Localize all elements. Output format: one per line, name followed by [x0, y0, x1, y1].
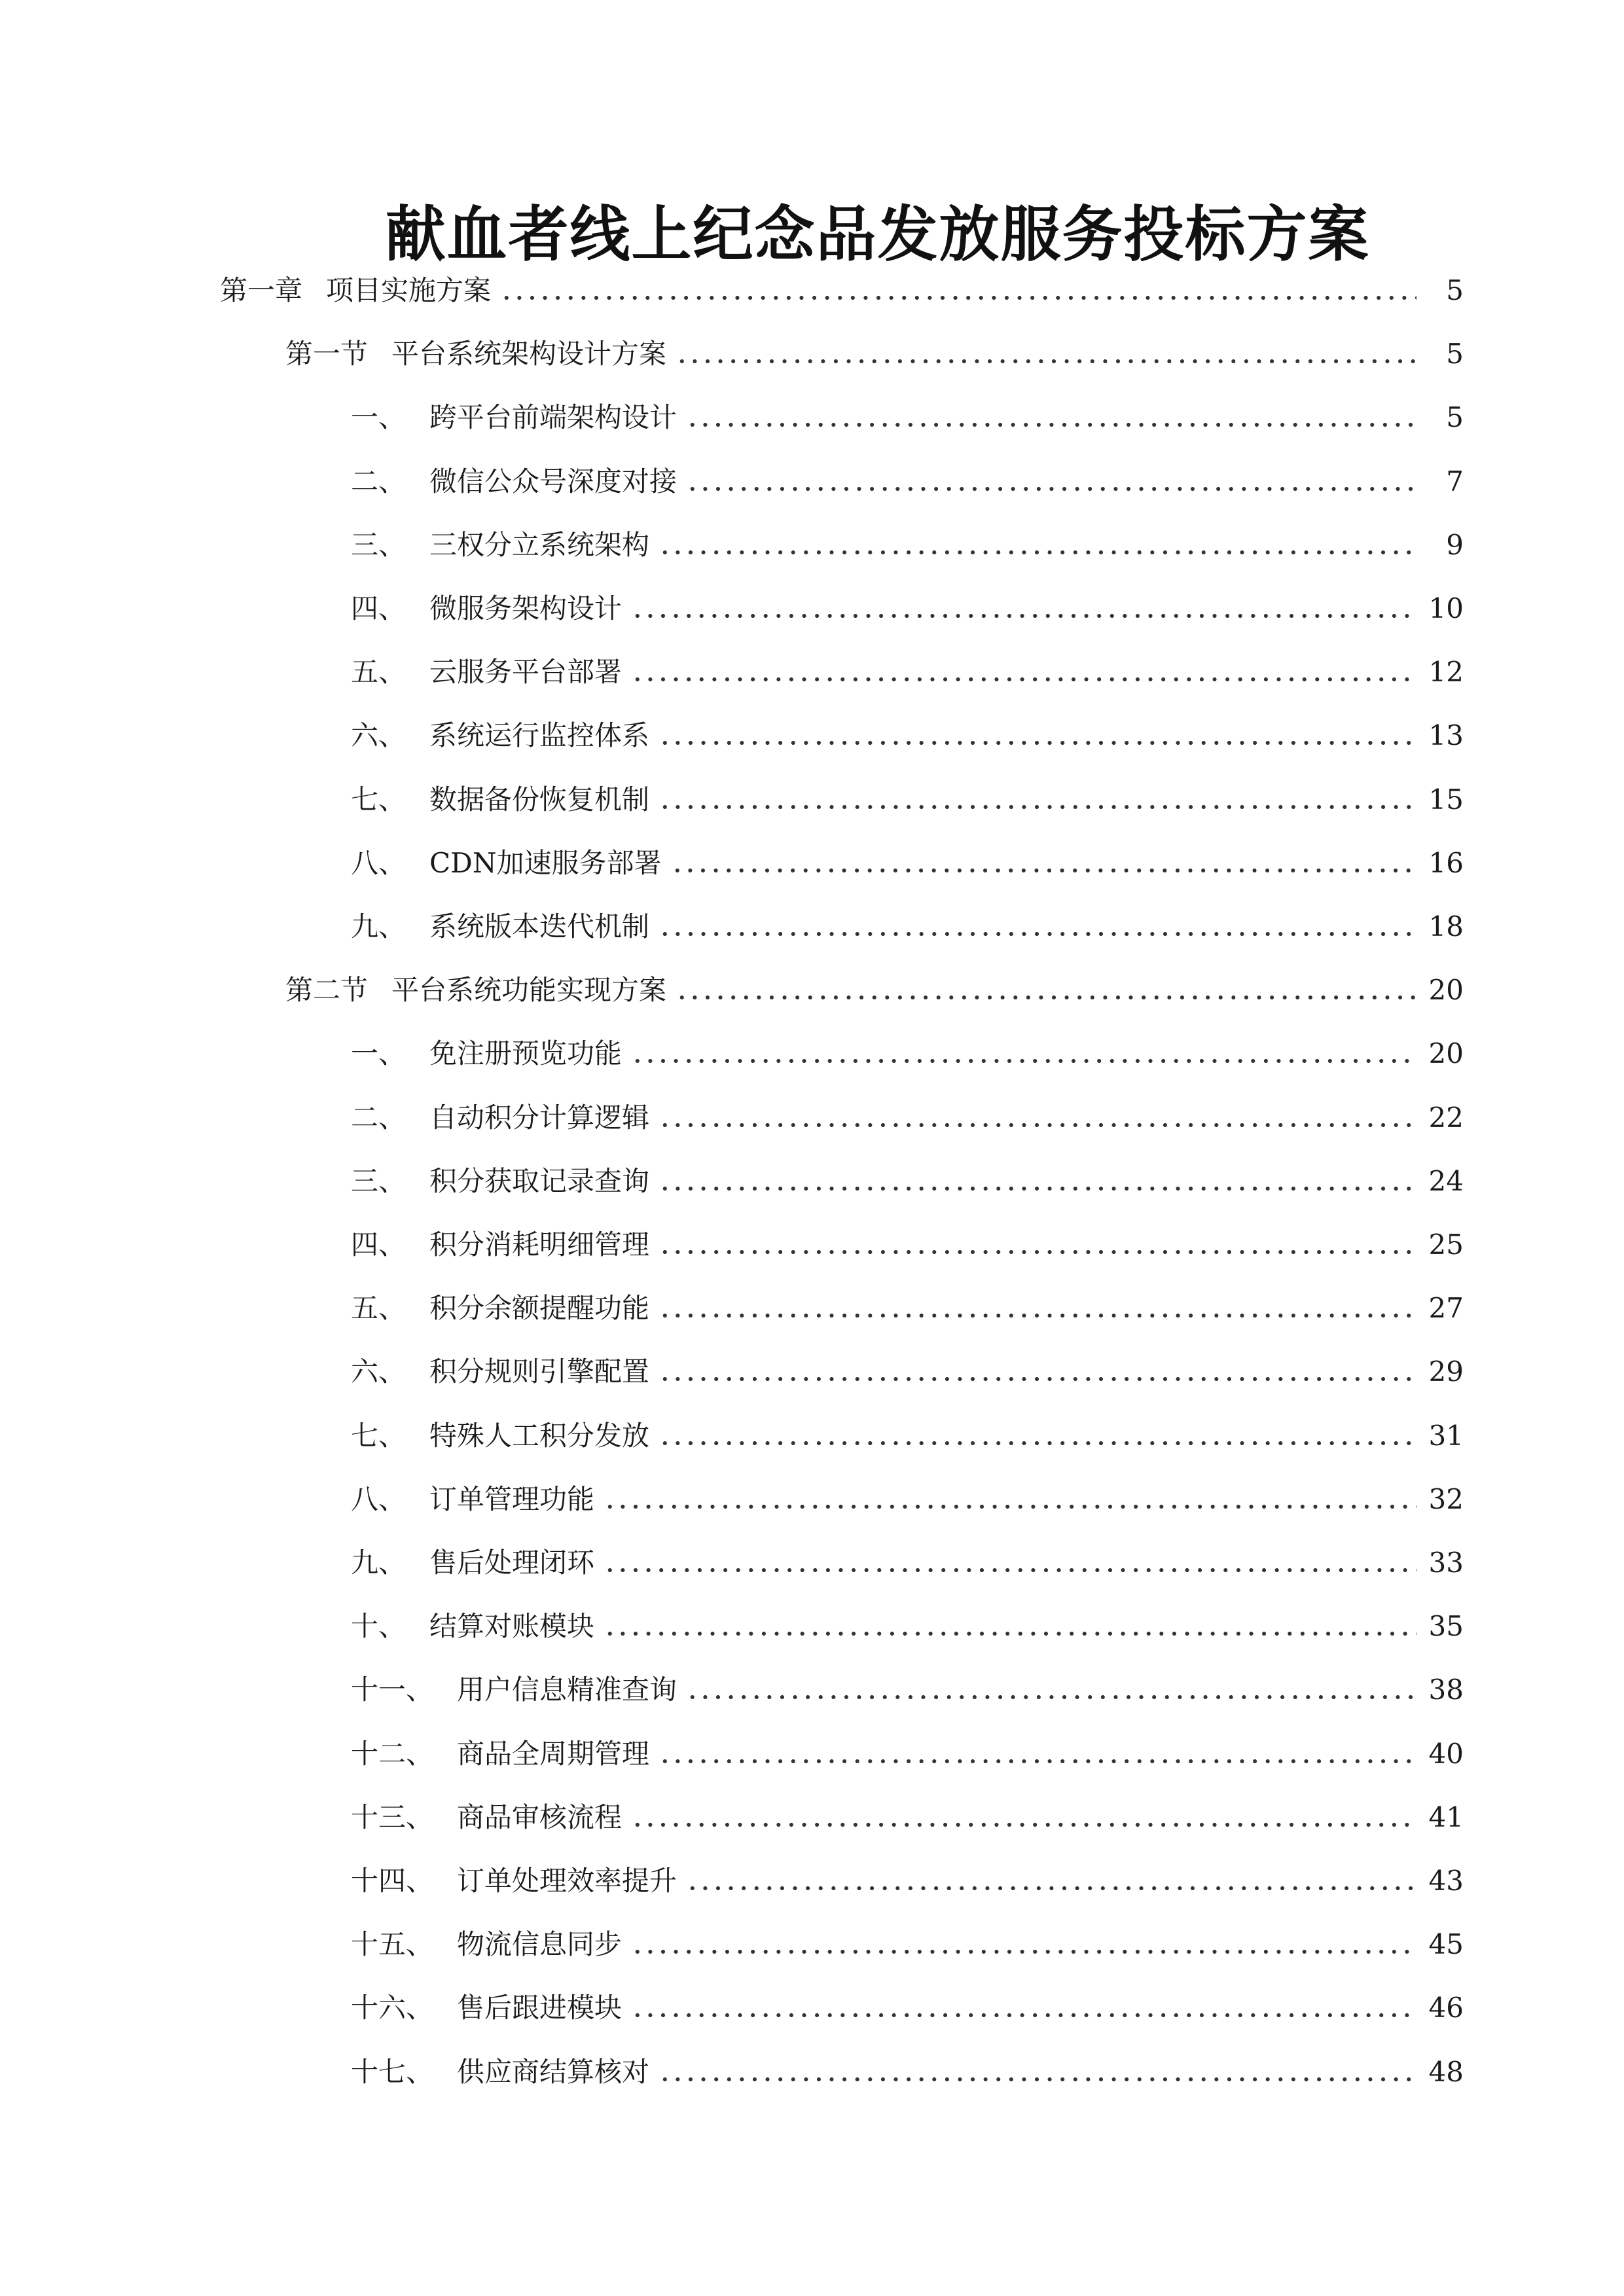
toc-entry[interactable] [351, 1219, 1464, 1271]
toc-dot-leader [686, 412, 1416, 438]
toc-page-number: 45 [1428, 1928, 1464, 1961]
toc-entry-label [351, 1219, 659, 1271]
toc-entry[interactable] [351, 1537, 1464, 1589]
toc-entry-label [220, 264, 500, 317]
toc-entry-label [351, 1346, 659, 1398]
toc-entry[interactable] [351, 774, 1464, 826]
toc-entry[interactable] [351, 901, 1464, 953]
toc-entry-label [351, 519, 659, 571]
toc-entry[interactable] [351, 1410, 1464, 1462]
toc-entry-text: 订单处理效率提升 [457, 1865, 677, 1897]
document-title: 献血者线上纪念品发放服务投标方案 [385, 199, 1370, 270]
toc-entry-text: 平台系统架构设计方案 [391, 338, 667, 370]
toc-entry-text: CDN加速服务部署 [429, 846, 662, 879]
toc-dot-leader [631, 2002, 1416, 2028]
toc-page-number: 12 [1428, 656, 1464, 689]
toc-entry-number: 一、 [351, 1037, 406, 1070]
toc-page-number: 25 [1428, 1229, 1464, 1261]
toc-entry[interactable] [351, 2046, 1464, 2098]
toc-entry-text: 自动积分计算逻辑 [429, 1101, 650, 1134]
toc-entry[interactable] [351, 1664, 1464, 1716]
toc-dot-leader [500, 285, 1416, 311]
toc-entry-label [351, 1282, 659, 1335]
toc-entry[interactable] [351, 1855, 1464, 1907]
toc-entry-number: 七、 [351, 783, 406, 816]
toc-entry[interactable] [351, 709, 1464, 762]
toc-page-number: 7 [1446, 465, 1464, 497]
toc-entry-number: 二、 [351, 465, 406, 497]
toc-entry-text: 特殊人工积分发放 [429, 1419, 650, 1452]
toc-entry-number: 十六、 [351, 1992, 434, 2024]
toc-page-number: 20 [1428, 1037, 1464, 1070]
toc-dot-leader [686, 1684, 1416, 1710]
toc-entry[interactable] [351, 1092, 1464, 1144]
toc-dot-leader [659, 539, 1416, 565]
toc-entry-text: 用户信息精准查询 [457, 1674, 677, 1706]
toc-page-number: 13 [1428, 719, 1464, 752]
toc-entry-label [351, 1155, 659, 1208]
toc-page-number: 9 [1446, 528, 1464, 561]
toc-dot-leader [676, 348, 1416, 374]
toc-page-number: 31 [1428, 1419, 1464, 1452]
toc-entry-label [351, 1791, 631, 1844]
toc-entry-label [285, 964, 676, 1016]
toc-entry-number: 三、 [351, 1164, 406, 1197]
toc-entry[interactable] [351, 1600, 1464, 1653]
toc-entry-number: 四、 [351, 1229, 406, 1261]
toc-entry-number: 八、 [351, 1482, 406, 1515]
toc-entry-text: 三权分立系统架构 [429, 528, 650, 561]
toc-entry-number: 七、 [351, 1419, 406, 1452]
toc-entry-text: 积分消耗明细管理 [429, 1229, 650, 1261]
toc-entry-number: 六、 [351, 1355, 406, 1388]
toc-dot-leader [631, 1048, 1416, 1074]
toc-page-number: 10 [1428, 592, 1464, 624]
toc-entry-label [351, 391, 686, 444]
toc-page-number: 46 [1428, 1992, 1464, 2024]
toc-entry[interactable] [220, 264, 1464, 317]
toc-page-number: 33 [1428, 1547, 1464, 1579]
toc-entry-number: 第一节 [285, 338, 369, 370]
toc-page-number: 29 [1428, 1355, 1464, 1388]
toc-dot-leader [686, 1875, 1416, 1901]
toc-page-number: 22 [1428, 1101, 1464, 1134]
toc-entry-text: 系统运行监控体系 [429, 719, 650, 752]
toc-page-number: 16 [1428, 846, 1464, 879]
toc-page-number: 32 [1428, 1482, 1464, 1515]
toc-entry-label [351, 1918, 631, 1971]
toc-dot-leader [659, 1175, 1416, 1202]
toc-page-number: 15 [1428, 783, 1464, 816]
toc-entry-text: 商品全周期管理 [457, 1737, 650, 1770]
toc-entry-label [285, 328, 676, 380]
toc-entry[interactable] [285, 964, 1464, 1016]
toc-page-number: 38 [1428, 1674, 1464, 1706]
toc-entry-number: 五、 [351, 1292, 406, 1325]
toc-dot-leader [659, 730, 1416, 756]
toc-entry-number: 十、 [351, 1610, 406, 1643]
toc-entry-label [351, 1728, 659, 1780]
toc-entry-text: 微服务架构设计 [429, 592, 623, 624]
toc-entry[interactable] [351, 1918, 1464, 1971]
toc-entry-number: 九、 [351, 910, 406, 942]
toc-entry-label [351, 774, 659, 826]
toc-entry-text: 供应商结算核对 [457, 2055, 650, 2088]
toc-entry-number: 四、 [351, 592, 406, 624]
toc-dot-leader [686, 476, 1416, 502]
toc-entry-number: 八、 [351, 846, 406, 879]
toc-page-number: 5 [1446, 274, 1464, 306]
toc-entry-number: 三、 [351, 528, 406, 561]
toc-dot-leader [604, 1621, 1416, 1647]
toc-dot-leader [676, 984, 1416, 1011]
toc-entry-label [351, 709, 659, 762]
toc-entry[interactable] [351, 391, 1464, 444]
toc-entry-text: 积分规则引擎配置 [429, 1355, 650, 1388]
toc-entry-label [351, 1537, 604, 1589]
toc-entry[interactable] [351, 837, 1464, 889]
toc-entry-label [351, 1982, 631, 2034]
toc-entry-number: 十三、 [351, 1801, 434, 1833]
toc-entry-text: 项目实施方案 [326, 274, 492, 306]
toc-entry-text: 订单管理功能 [429, 1482, 595, 1515]
toc-entry-number: 第二节 [285, 974, 369, 1007]
toc-dot-leader [659, 794, 1416, 820]
toc-dot-leader [604, 1557, 1416, 1583]
toc-entry-label [351, 456, 686, 508]
toc-entry[interactable] [351, 519, 1464, 571]
toc-entry-text: 售后处理闭环 [429, 1547, 595, 1579]
toc-dot-leader [659, 1430, 1416, 1456]
toc-entry-text: 结算对账模块 [429, 1610, 595, 1643]
toc-entry[interactable] [351, 456, 1464, 508]
toc-entry-text: 微信公众号深度对接 [429, 465, 677, 497]
toc-entry-label [351, 1028, 631, 1080]
toc-entry-number: 十一、 [351, 1674, 434, 1706]
toc-entry-text: 平台系统功能实现方案 [391, 974, 667, 1007]
toc-entry-text: 云服务平台部署 [429, 656, 623, 689]
toc-dot-leader [604, 1494, 1416, 1520]
toc-entry-number: 一、 [351, 401, 406, 434]
toc-entry-label [351, 583, 631, 635]
toc-entry-number: 六、 [351, 719, 406, 752]
toc-entry[interactable] [351, 1282, 1464, 1335]
toc-page-number: 5 [1446, 401, 1464, 434]
toc-entry[interactable] [351, 1728, 1464, 1780]
toc-entry-text: 售后跟进模块 [457, 1992, 623, 2024]
toc-page-number: 48 [1428, 2055, 1464, 2088]
toc-entry-label [351, 837, 671, 889]
toc-page-number: 24 [1428, 1164, 1464, 1197]
toc-entry-number: 九、 [351, 1547, 406, 1579]
toc-entry-label [351, 1092, 659, 1144]
toc-entry-number: 第一章 [220, 274, 303, 306]
toc-dot-leader [659, 1239, 1416, 1265]
toc-dot-leader [659, 1748, 1416, 1774]
toc-dot-leader [659, 921, 1416, 947]
toc-entry-label [351, 1410, 659, 1462]
toc-entry[interactable] [351, 1473, 1464, 1526]
toc-dot-leader [659, 1366, 1416, 1392]
toc-page-number: 5 [1446, 338, 1464, 370]
toc-dot-leader [631, 1939, 1416, 1965]
toc-entry[interactable] [351, 646, 1464, 698]
toc-entry-label [351, 1473, 604, 1526]
toc-entry-text: 跨平台前端架构设计 [429, 401, 677, 434]
toc-entry-label [351, 2046, 659, 2098]
toc-dot-leader [631, 603, 1416, 629]
toc-entry-number: 十四、 [351, 1865, 434, 1897]
toc-page-number: 41 [1428, 1801, 1464, 1833]
toc-page-number: 40 [1428, 1737, 1464, 1770]
toc-entry[interactable] [351, 1982, 1464, 2034]
toc-entry-label [351, 1855, 686, 1907]
toc-page-number: 27 [1428, 1292, 1464, 1325]
toc-entry-label [351, 646, 631, 698]
toc-page-number: 20 [1428, 974, 1464, 1007]
toc-entry[interactable] [351, 1791, 1464, 1844]
toc-entry[interactable] [285, 328, 1464, 380]
toc-entry-text: 数据备份恢复机制 [429, 783, 650, 816]
toc-dot-leader [631, 1812, 1416, 1838]
toc-entry[interactable] [351, 583, 1464, 635]
toc-entry-number: 十五、 [351, 1928, 434, 1961]
toc-entry-number: 十二、 [351, 1737, 434, 1770]
toc-entry-text: 系统版本迭代机制 [429, 910, 650, 942]
toc-dot-leader [659, 1112, 1416, 1138]
toc-entry-text: 积分余额提醒功能 [429, 1292, 650, 1325]
toc-entry-text: 物流信息同步 [457, 1928, 623, 1961]
toc-dot-leader [659, 1302, 1416, 1329]
toc-entry-label [351, 901, 659, 953]
toc-entry[interactable] [351, 1346, 1464, 1398]
toc-page-number: 35 [1428, 1610, 1464, 1643]
toc-entry-number: 十七、 [351, 2055, 434, 2088]
toc-entry-text: 积分获取记录查询 [429, 1164, 650, 1197]
toc-entry[interactable] [351, 1155, 1464, 1208]
toc-dot-leader [671, 857, 1416, 884]
toc-entry-label [351, 1600, 604, 1653]
toc-entry-text: 免注册预览功能 [429, 1037, 623, 1070]
toc-entry-text: 商品审核流程 [457, 1801, 623, 1833]
toc-dot-leader [631, 666, 1416, 692]
toc-entry-number: 二、 [351, 1101, 406, 1134]
toc-page-number: 18 [1428, 910, 1464, 942]
toc-entry[interactable] [351, 1028, 1464, 1080]
toc-entry-label [351, 1664, 686, 1716]
toc-dot-leader [659, 2066, 1416, 2092]
toc-entry-number: 五、 [351, 656, 406, 689]
toc-page-number: 43 [1428, 1865, 1464, 1897]
